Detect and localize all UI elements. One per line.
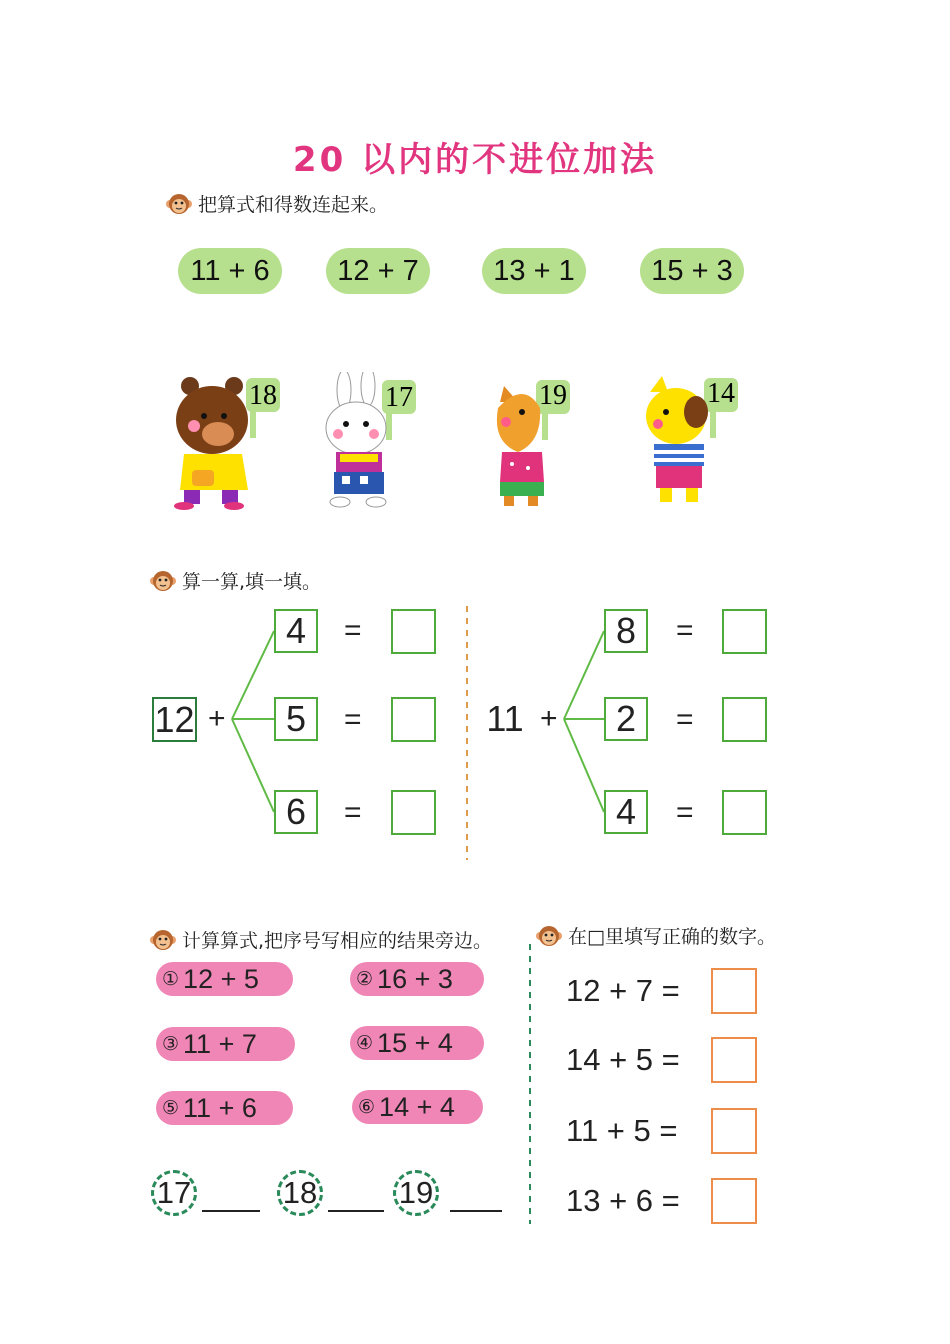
sum-expression: 13 + 6 = (566, 1183, 680, 1218)
base-number-box: 12 (152, 697, 197, 742)
section1-instruction: 把算式和得数连起来。 (198, 194, 389, 216)
expression-pill: 15 + 3 (640, 248, 744, 294)
numbered-expression (350, 1026, 484, 1060)
card-number: 18 (249, 380, 277, 411)
item-expression: 11 + 7 (183, 1028, 257, 1059)
answer-box[interactable] (711, 968, 757, 1014)
section3-instruction-row (150, 926, 492, 953)
section-divider (526, 944, 536, 1224)
answer-box[interactable] (391, 609, 436, 654)
section4-instruction: 在□里填写正确的数字。 (568, 926, 776, 948)
section3-instruction: 计算算式,把序号写相应的结果旁边。 (182, 930, 493, 952)
section2-instruction: 算一算,填一填。 (182, 571, 322, 593)
item-marker: ⑤ (162, 1097, 180, 1119)
answer-blank[interactable] (202, 1210, 260, 1212)
numbered-expression (156, 1027, 295, 1061)
answer-box[interactable] (722, 697, 767, 742)
answer-box[interactable] (711, 1037, 757, 1083)
card-number: 17 (385, 382, 413, 413)
sum-expression: 14 + 5 = (566, 1042, 680, 1077)
numbered-expression (350, 962, 484, 996)
equals-sign: = (344, 703, 362, 736)
item-marker: ⑥ (358, 1096, 376, 1118)
plus-sign: + (540, 702, 558, 735)
addend-box: 4 (274, 609, 318, 653)
item-expression: 12 + 5 (183, 963, 259, 994)
addend-box: 5 (274, 697, 318, 741)
page-title: 20 以内的不进位加法 (292, 140, 658, 180)
equals-sign: = (676, 796, 694, 829)
item-marker: ③ (162, 1033, 180, 1055)
equals-sign: = (344, 796, 362, 829)
item-expression: 15 + 4 (377, 1027, 453, 1058)
card-number: 19 (539, 380, 567, 411)
numbered-expression (156, 962, 293, 996)
result-circle: 18 (277, 1170, 323, 1216)
result-circle: 19 (393, 1170, 439, 1216)
item-expression: 14 + 4 (379, 1091, 455, 1122)
equals-sign: = (676, 703, 694, 736)
answer-box[interactable] (391, 697, 436, 742)
answer-box[interactable] (391, 790, 436, 835)
equals-sign: = (676, 614, 694, 647)
item-expression: 16 + 3 (377, 963, 453, 994)
expression-pill: 12 + 7 (326, 248, 430, 294)
answer-box[interactable] (711, 1178, 757, 1224)
addend-box: 4 (604, 790, 648, 834)
answer-box[interactable] (711, 1108, 757, 1154)
numbered-expression (156, 1091, 293, 1125)
item-marker: ① (162, 968, 180, 990)
expression-pill: 11 + 6 (178, 248, 282, 294)
addend-box: 8 (604, 609, 648, 653)
plus-sign: + (208, 702, 226, 735)
base-number: 11 (486, 698, 524, 739)
item-marker: ④ (356, 1032, 374, 1054)
answer-box[interactable] (722, 609, 767, 654)
monkey-icon (536, 925, 562, 947)
expression-pill: 13 + 1 (482, 248, 586, 294)
item-expression: 11 + 6 (183, 1092, 257, 1123)
answer-blank[interactable] (328, 1210, 384, 1212)
item-marker: ② (356, 968, 374, 990)
numbered-expression (352, 1090, 483, 1124)
card-number: 14 (707, 378, 735, 409)
addend-box: 6 (274, 790, 318, 834)
sum-expression: 11 + 5 = (566, 1113, 678, 1148)
monkey-icon (150, 929, 176, 951)
answer-blank[interactable] (450, 1210, 502, 1212)
result-circle: 17 (151, 1170, 197, 1216)
sum-expression: 12 + 7 = (566, 973, 680, 1008)
addend-box: 2 (604, 697, 648, 741)
answer-box[interactable] (722, 790, 767, 835)
section4-instruction-row (536, 922, 776, 949)
equals-sign: = (344, 614, 362, 647)
